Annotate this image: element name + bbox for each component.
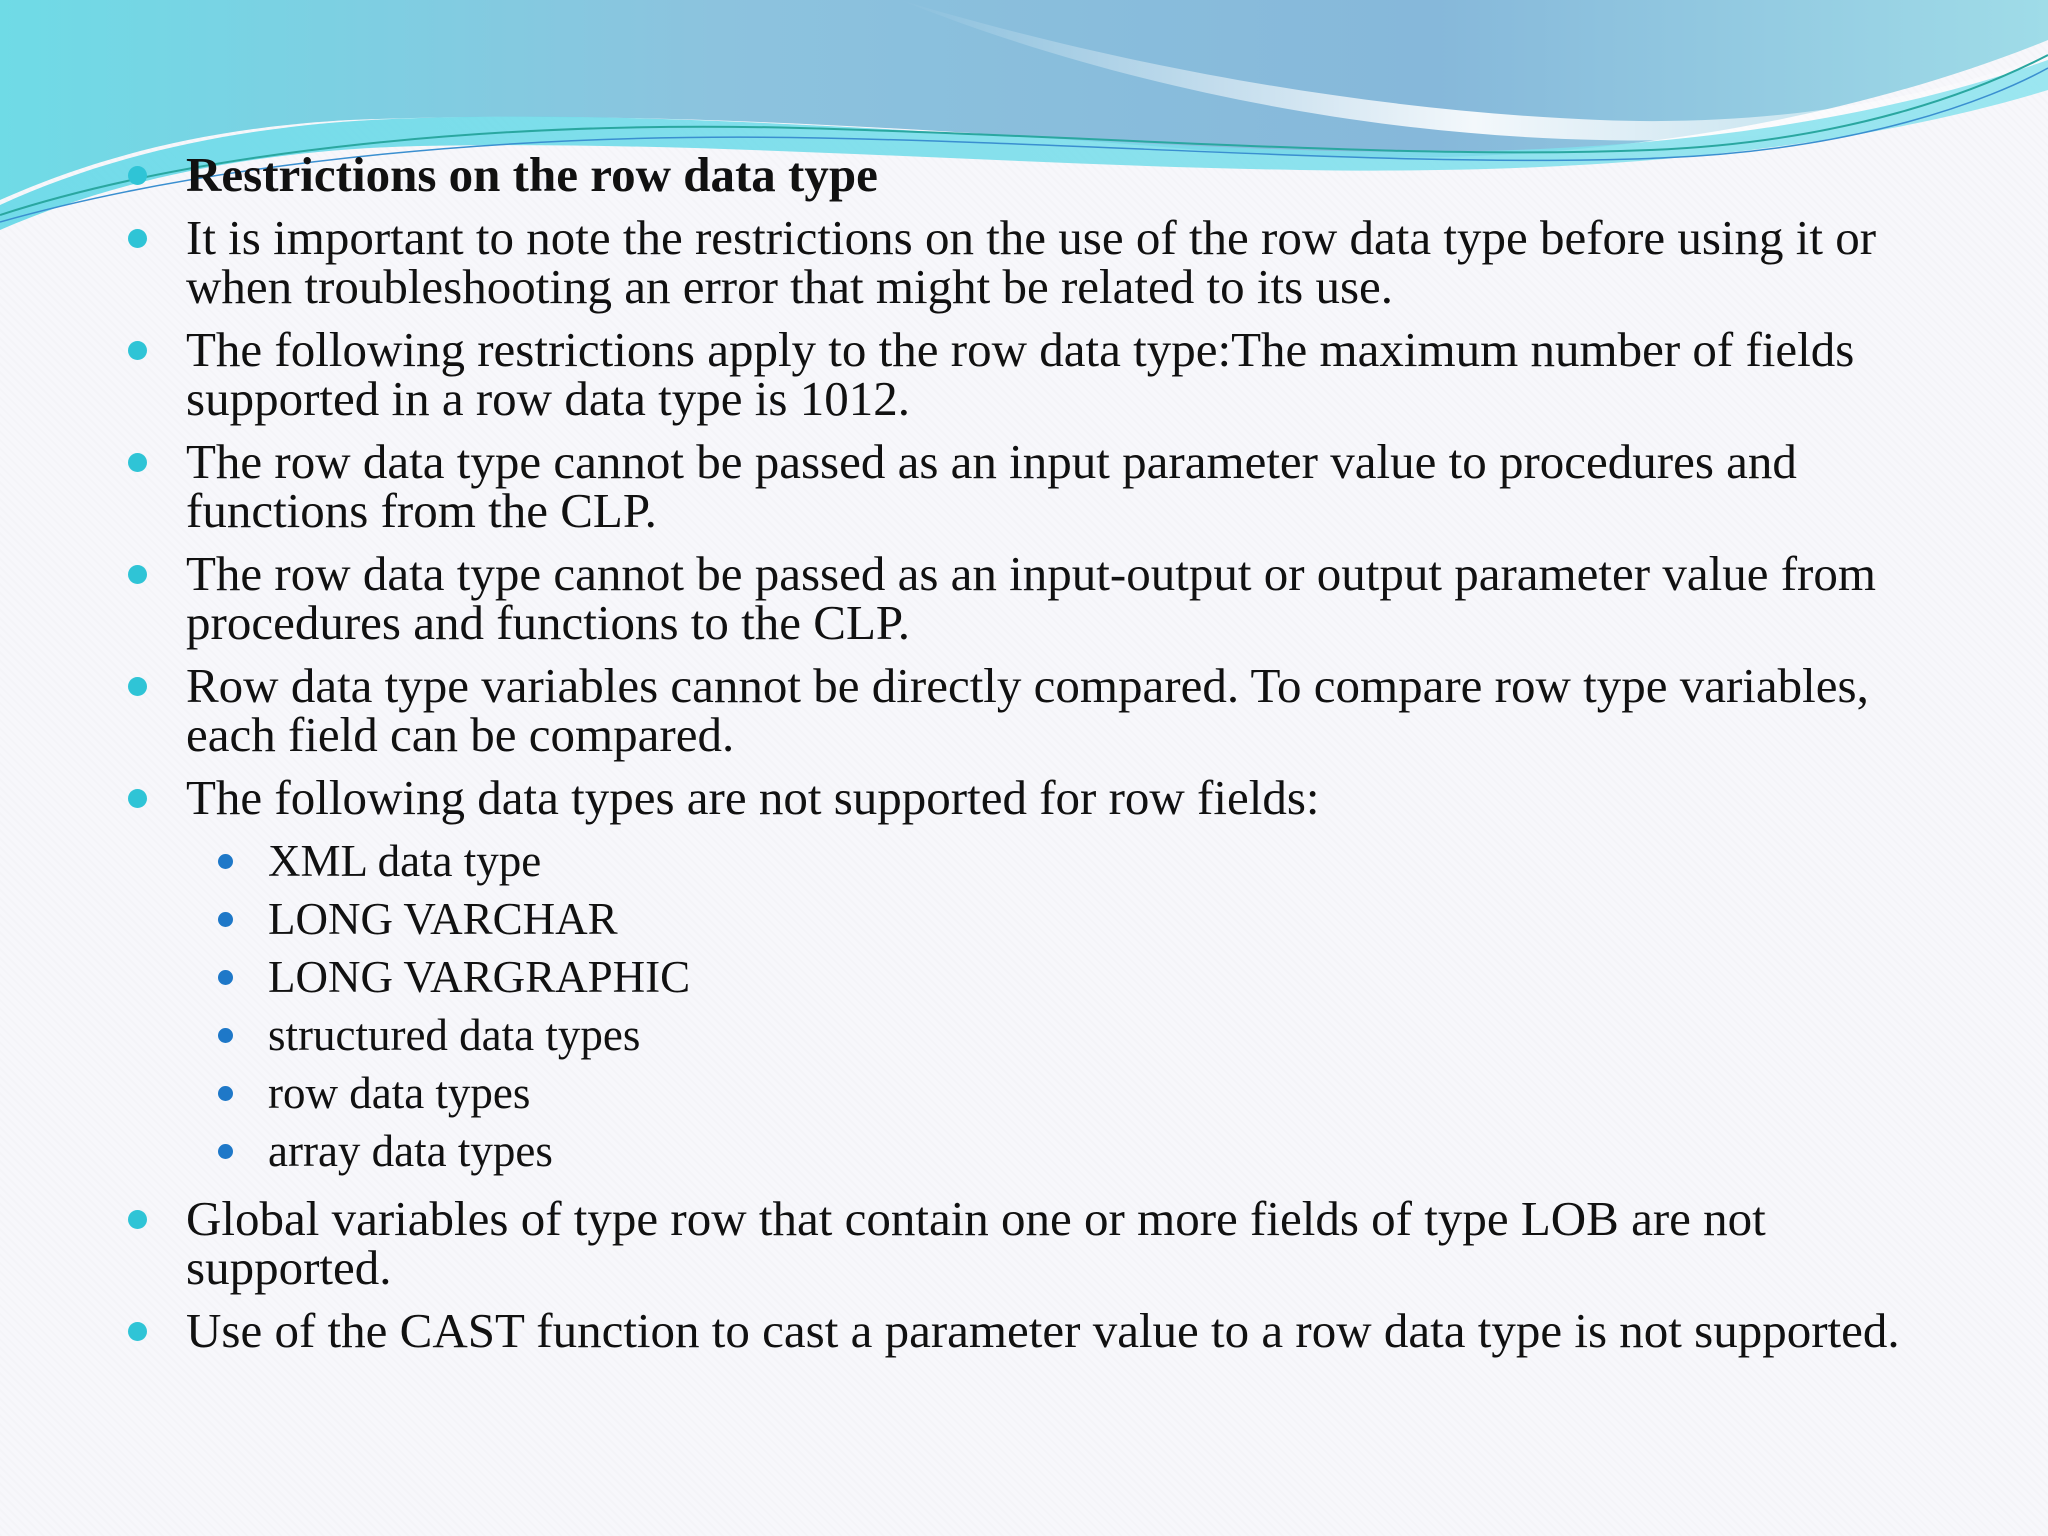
list-item [128, 1191, 1928, 1295]
list-item [128, 770, 1928, 1180]
sub-bullet-icon [218, 1144, 233, 1159]
sub-bullet-icon [218, 912, 233, 927]
sub-list-item [210, 948, 1928, 1006]
bullet-text: The row data type cannot be passed as an input-output or output parameter value from procedures and functions to the CLP. [186, 546, 1876, 650]
sub-bullet-icon [218, 1086, 233, 1101]
sub-bullet-text: array data types [268, 1126, 553, 1176]
list-item [128, 546, 1928, 650]
bullet-icon [128, 166, 147, 185]
bullet-icon [128, 229, 147, 248]
bullet-text: Row data type variables cannot be directly compared. To compare row type variables, each field can be compared. [186, 658, 1869, 762]
bullet-icon [128, 677, 147, 696]
bullet-text: Global variables of type row that contain one or more fields of type LOB are not supported. [186, 1191, 1766, 1295]
sub-bullet-text: structured data types [268, 1010, 641, 1060]
sub-list-item [210, 1006, 1928, 1064]
sub-bullet-icon [218, 1028, 233, 1043]
sub-list-item [210, 890, 1928, 948]
bullet-text: It is important to note the restrictions on the use of the row data type before using it or when troubleshooting an error that might be related to its use. [186, 210, 1877, 314]
unsupported-types-list [186, 832, 1928, 1180]
bullet-icon [128, 565, 147, 584]
sub-list-item [210, 1122, 1928, 1180]
list-item [128, 434, 1928, 538]
list-item [128, 658, 1928, 762]
bullet-text: The row data type cannot be passed as an input parameter value to procedures and functions from the CLP. [186, 434, 1797, 538]
list-item [128, 210, 1928, 314]
sub-bullet-text: row data types [268, 1068, 531, 1118]
list-item [128, 322, 1928, 426]
sub-bullet-text: LONG VARCHAR [268, 894, 618, 944]
sub-bullet-text: XML data type [268, 836, 542, 886]
main-bullet-list [128, 147, 1928, 1358]
slide-heading: Restrictions on the row data type [186, 147, 878, 202]
slide-content [128, 147, 1928, 1369]
list-item [128, 1303, 1928, 1358]
sub-bullet-text: LONG VARGRAPHIC [268, 952, 691, 1002]
bullet-icon [128, 341, 147, 360]
bullet-icon [128, 453, 147, 472]
list-item [128, 147, 1928, 202]
sub-list-item [210, 832, 1928, 890]
bullet-icon [128, 1210, 147, 1229]
bullet-icon [128, 789, 147, 808]
bullet-text: The following restrictions apply to the row data type:The maximum number of fields supported in a row data type is 1012. [186, 322, 1855, 426]
bullet-text: The following data types are not supported for row fields: [186, 770, 1320, 825]
sub-bullet-icon [218, 970, 233, 985]
sub-bullet-icon [218, 854, 233, 869]
bullet-icon [128, 1322, 147, 1341]
bullet-text: Use of the CAST function to cast a parameter value to a row data type is not supported. [186, 1303, 1900, 1358]
sub-list-item [210, 1064, 1928, 1122]
